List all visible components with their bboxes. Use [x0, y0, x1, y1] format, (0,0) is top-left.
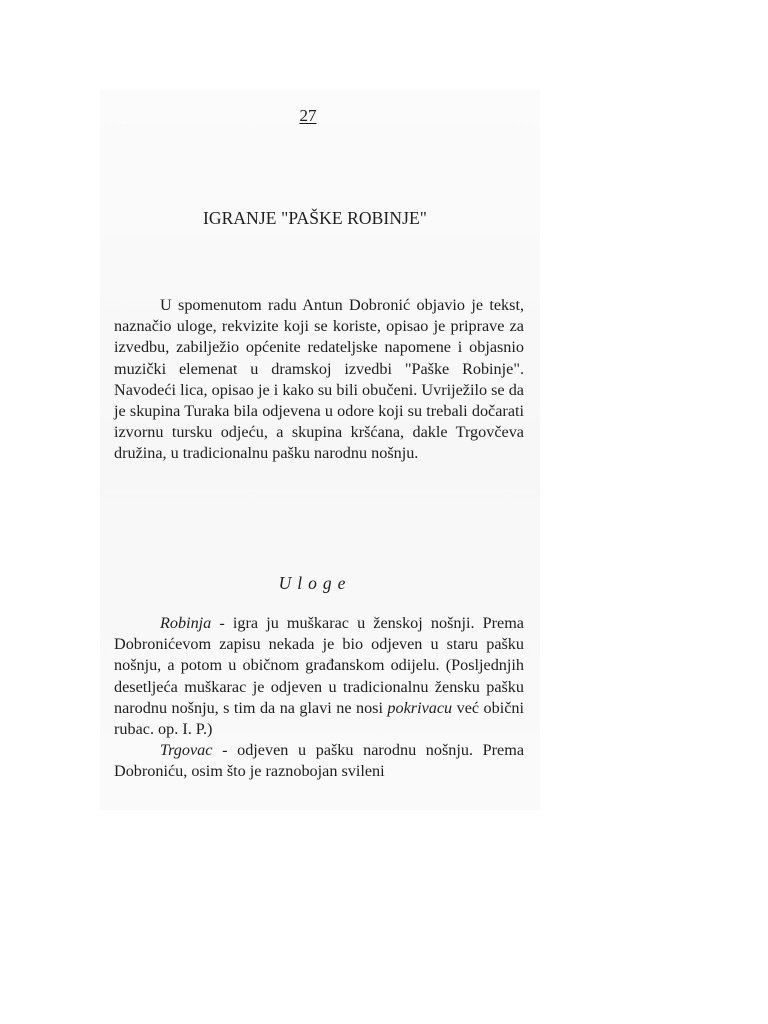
page-number: 27 [299, 106, 317, 125]
role-trgovac-name: Trgovac [160, 741, 213, 760]
role-robinja-paragraph [114, 613, 524, 740]
section-heading-roles: Uloge [278, 573, 352, 593]
role-robinja-name: Robinja [160, 614, 212, 632]
role-robinja-text-1: - igra ju muškarac u ženskoj nošnji. Prema Dobronićevom zapisu nekada je bio odjeven u staru pašku nošnju, a potom u običnom građanskom odijelu. (Posljednjih desetljeća muškarac je odjeven u tradicionalnu žensku pašku narodnu nošnju, s tim da na glavi ne nosi [114, 614, 524, 717]
roles-text [114, 613, 524, 783]
chapter-title: IGRANJE "PAŠKE ROBINJE" [202, 208, 428, 228]
intro-paragraph: U spomenutom radu Antun Dobronić objavio je tekst, naznačio uloge, rekvizite koji se koriste, opisao je priprave za izvedbu, zabilježio općenite redateljske napomene i objasnio muzički elemenat u dramskoj izvedbi "Paške Robinje". Navodeći lica, opisao je i kako su bili obučeni. Uvriježilo se da je skupina Turaka bila odjevena u odore koji su trebali dočarati izvornu tursku odjeću, a skupina kršćana, dakle Trgovčeva družina, u tradicionalnu pašku narodnu nošnju. [114, 296, 524, 463]
role-robinja-text-2: već obični rubac. op. I. P.) [114, 698, 524, 739]
role-trgovac-paragraph [114, 740, 524, 782]
role-trgovac-text: - odjeven u pašku narodnu nošnju. Prema Dobroniću, osim što je raznobojan svileni [114, 741, 524, 781]
term-pokrivacu: pokrivacu [387, 698, 453, 717]
intro-text [114, 295, 524, 465]
